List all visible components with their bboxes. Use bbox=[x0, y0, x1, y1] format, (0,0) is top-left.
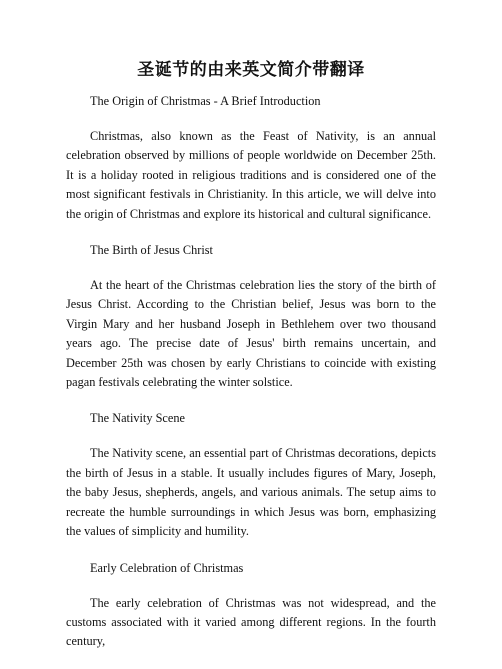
section-heading: The Origin of Christmas - A Brief Introduction bbox=[90, 94, 321, 108]
section-nativity-scene bbox=[66, 409, 436, 541]
section-early-celebration bbox=[66, 559, 436, 652]
section-paragraph: Christmas, also known as the Feast of Nativity, is an annual celebration observed by millions of people worldwide on December 25th. It is a holiday rooted in religious traditions and is considered one of the most significant festivals in Christianity. In this article, we will delve into the origin of Christmas and explore its historical and cultural significance. bbox=[66, 129, 436, 221]
section-paragraph: The Nativity scene, an essential part of Christmas decorations, depicts the birth of Jesus in a stable. It usually includes figures of Mary, Joseph, the baby Jesus, shepherds, angels, and various animals. The setup aims to recreate the humble surroundings in which Jesus was born, emphasizing the values of simplicity and humility. bbox=[66, 446, 436, 539]
section-heading: Early Celebration of Christmas bbox=[90, 560, 244, 575]
section-paragraph: The early celebration of Christmas was not widespread, and the customs associated with it varied among different regions. In the fourth century, bbox=[66, 595, 436, 649]
section-heading: The Birth of Jesus Christ bbox=[90, 243, 213, 258]
document-body bbox=[66, 92, 436, 669]
section-birth-of-jesus bbox=[66, 241, 436, 392]
section-heading: The Nativity Scene bbox=[90, 411, 185, 426]
section-origin-introduction bbox=[66, 92, 436, 224]
document-title: 圣诞节的由来英文简介带翻译 bbox=[137, 60, 365, 80]
section-paragraph: At the heart of the Christmas celebration lies the story of the birth of Jesus Christ. According to the Christian belief, Jesus was born to the Virgin Mary and her husband Joseph in Bethlehem over two thousand years ago. The precise date of Jesus' birth remains uncertain, and December 25th was chosen by early Christians to coincide with existing pagan festivals celebrating the winter solstice. bbox=[66, 278, 436, 390]
